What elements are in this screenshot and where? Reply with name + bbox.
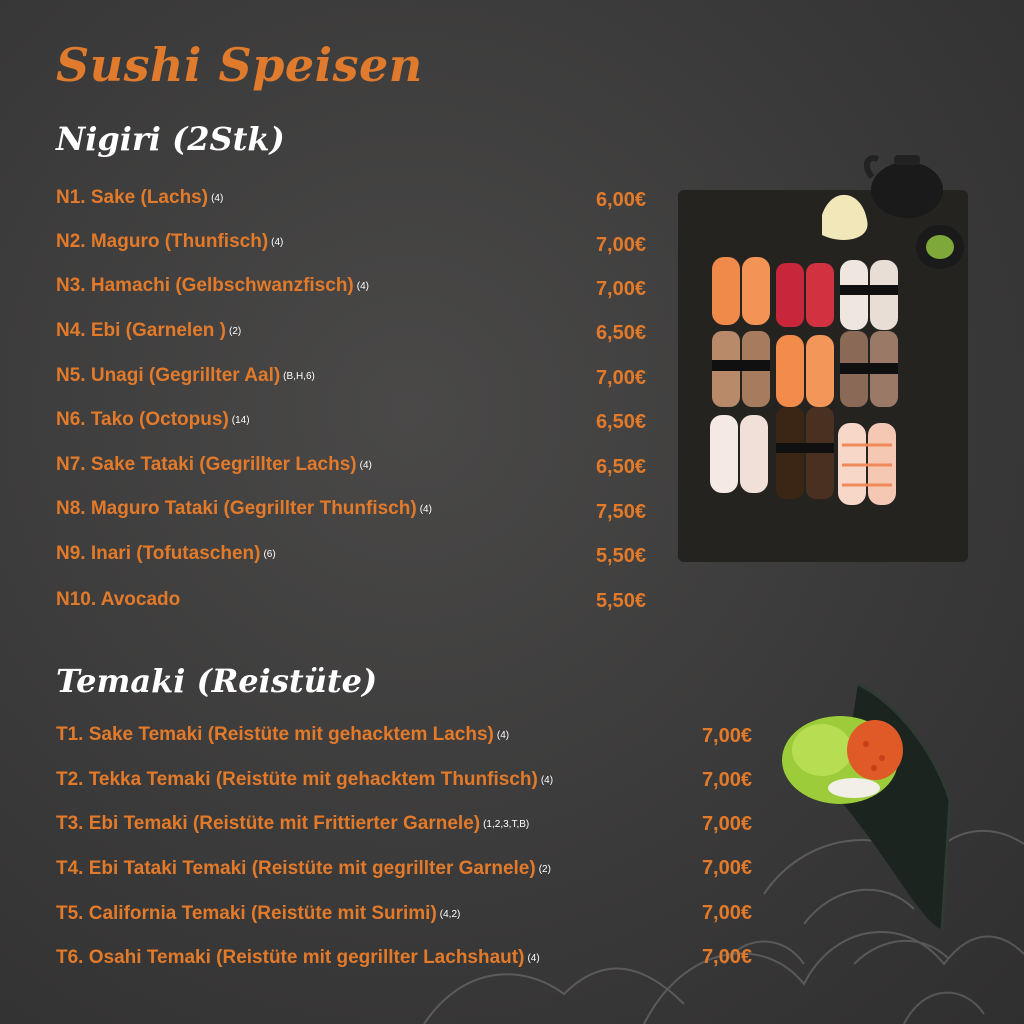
menu-item (56, 271, 369, 301)
item-name: T4. Ebi Tataki Temaki (Reistüte mit gegrillter Garnele) (56, 858, 536, 879)
item-price: 7,50€ (595, 501, 646, 523)
item-price: 7,00€ (701, 813, 752, 835)
page-title: Sushi Speisen (56, 38, 423, 92)
allergen-note: (4) (496, 729, 510, 741)
item-price: 6,50€ (595, 456, 646, 478)
item-price: 7,00€ (701, 946, 752, 968)
item-name: N10. Avocado (56, 589, 181, 610)
item-price: 7,00€ (701, 725, 752, 747)
allergen-note: (1,2,3,T,B) (483, 818, 530, 830)
item-price: 6,50€ (595, 411, 646, 433)
allergen-note: (4) (271, 236, 284, 248)
item-name: N8. Maguro Tataki (Gegrillter Thunfisch) (56, 498, 417, 519)
item-name: T6. Osahi Temaki (Reistüte mit gegrillter Lachshaut) (56, 947, 525, 968)
menu-item (56, 899, 460, 929)
item-price: 6,50€ (595, 322, 646, 344)
item-price: 7,00€ (595, 278, 646, 300)
allergen-note: (4) (419, 503, 432, 515)
item-name: T2. Tekka Temaki (Reistüte mit gehacktem Thunfisch) (56, 769, 538, 790)
item-name: N5. Unagi (Gegrillter Aal) (56, 365, 281, 386)
item-name: N2. Maguro (Thunfisch) (56, 231, 269, 252)
item-name: T5. California Temaki (Reistüte mit Surimi) (56, 903, 437, 924)
menu-item (56, 585, 180, 615)
item-name: N1. Sake (Lachs) (56, 187, 209, 208)
nigiri-platter-image (672, 145, 977, 565)
allergen-note: (6) (263, 548, 276, 560)
item-name: T1. Sake Temaki (Reistüte mit gehacktem Lachs) (56, 724, 494, 745)
allergen-note: (2) (538, 863, 551, 875)
item-name: N4. Ebi (Garnelen ) (56, 320, 226, 341)
item-name: N9. Inari (Tofutaschen) (56, 543, 261, 564)
allergen-note: (B,H,6) (283, 370, 315, 382)
item-price: 7,00€ (701, 857, 752, 879)
menu-item (56, 539, 276, 569)
menu-item (56, 361, 315, 391)
menu-item (56, 494, 432, 524)
item-price: 7,00€ (595, 367, 646, 389)
menu-item (56, 183, 223, 213)
item-name: N7. Sake Tataki (Gegrillter Lachs) (56, 454, 357, 475)
nigiri-heading: Nigiri (2Stk) (56, 120, 285, 158)
menu-item (56, 227, 283, 257)
allergen-note: (4) (527, 952, 540, 964)
menu-item (56, 316, 241, 346)
allergen-note: (4) (211, 192, 224, 204)
menu-item (56, 450, 372, 480)
item-price: 6,00€ (595, 189, 646, 211)
item-price: 5,50€ (595, 590, 646, 612)
allergen-note: (4) (359, 459, 372, 471)
temaki-heading: Temaki (Reistüte) (56, 662, 378, 700)
allergen-note: (2) (228, 325, 242, 337)
allergen-note: (4,2) (439, 908, 461, 920)
menu-item (56, 943, 540, 973)
item-name: N6. Tako (Octopus) (56, 409, 229, 430)
menu-item (56, 854, 551, 884)
item-price: 7,00€ (701, 769, 752, 791)
menu-item (56, 405, 250, 435)
allergen-note: (4) (356, 280, 369, 292)
menu-item (56, 765, 553, 795)
item-name: T3. Ebi Temaki (Reistüte mit Frittierter Garnele) (56, 813, 481, 834)
temaki-cone-image (770, 680, 970, 940)
item-price: 7,00€ (595, 234, 646, 256)
item-name: N3. Hamachi (Gelbschwanzfisch) (56, 275, 354, 296)
allergen-note: (14) (231, 414, 250, 426)
menu-item (56, 809, 529, 839)
item-price: 5,50€ (595, 545, 646, 567)
allergen-note: (4) (540, 774, 554, 786)
menu-item (56, 720, 509, 750)
item-price: 7,00€ (701, 902, 752, 924)
